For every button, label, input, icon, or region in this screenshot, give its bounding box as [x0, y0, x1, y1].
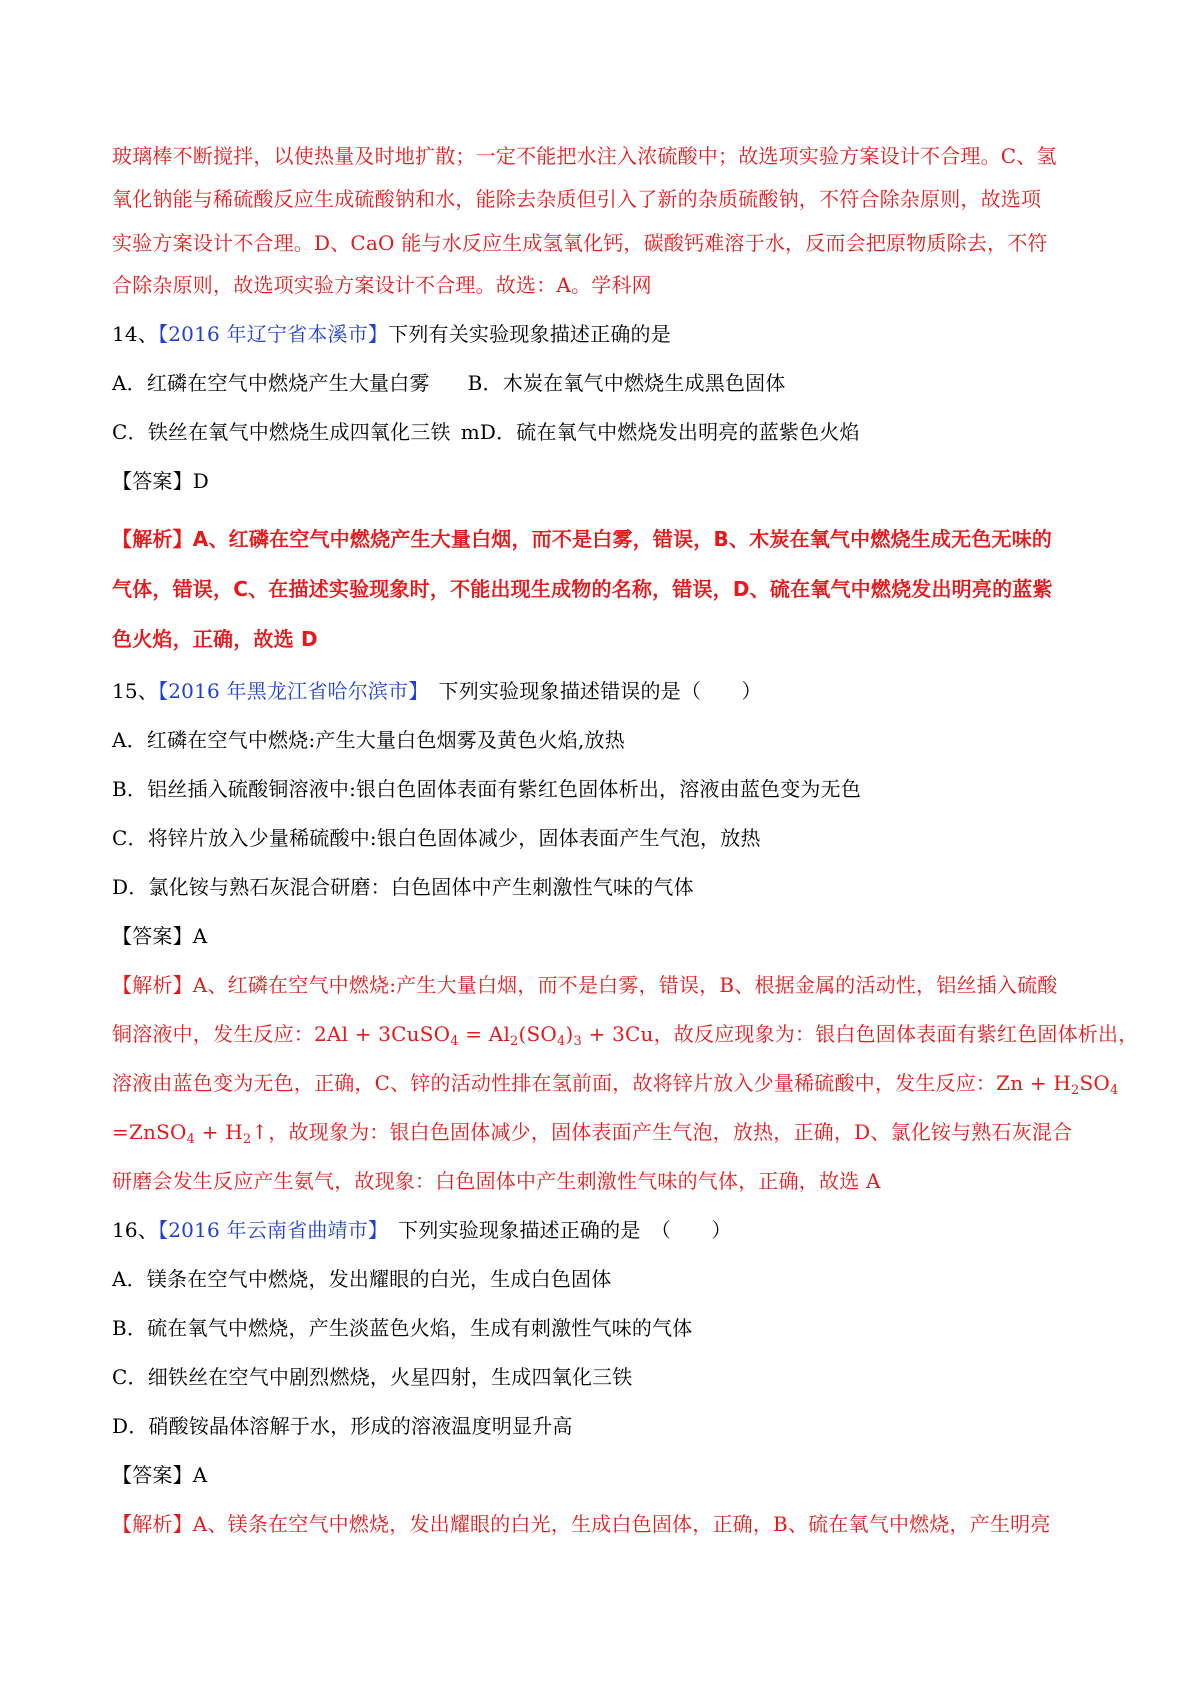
question-text: 下列实验现象描述正确的是 （ ） [398, 1218, 732, 1242]
question-number: 14、 [112, 322, 159, 346]
question-source: 【2016 年黑龙江省哈尔滨市】 [158, 679, 429, 703]
question-text: 下列实验现象描述错误的是（ ） [438, 679, 762, 703]
question-number: 16、 [112, 1218, 159, 1242]
question-14-explanation-line-3: 色火焰，正确，故选 D [112, 627, 318, 651]
option-d: mD．硫在氧气中燃烧发出明亮的蓝紫色火焰 [460, 420, 860, 444]
option-a: A．红磷在空气中燃烧产生大量白雾 [112, 371, 430, 395]
question-16-explanation-line-1: 【解析】A、镁条在空气中燃烧，发出耀眼的白光，生成白色固体，正确，B、硫在氧气中燃烧，产生明亮 [112, 1512, 1051, 1536]
question-15-option-c: C．将锌片放入少量稀硫酸中:银白色固体减少，固体表面产生气泡，放热 [112, 826, 761, 850]
question-15-explanation-line-5: 研磨会发生反应产生氨气，故现象：白色固体中产生刺激性气味的气体，正确，故选 A [112, 1169, 881, 1193]
question-14-answer: 【答案】D [112, 469, 210, 493]
question-14-options-cd [112, 418, 860, 446]
question-16-stem [112, 1216, 732, 1244]
question-15-stem [112, 677, 762, 705]
option-c: C．铁丝在氧气中燃烧生成四氧化三铁 [112, 420, 451, 444]
question-15-explanation-line-4: =ZnSO$_4$ + $H_2↑$，故现象为：银白色固体减少，固体表面产生气泡，放热，正确，D、氯化铵与熟石灰混合 [112, 1120, 1073, 1147]
question-source: 【2016 年云南省曲靖市】 [158, 1218, 389, 1242]
question-16-option-c: C．细铁丝在空气中剧烈燃烧，火星四射，生成四氧化三铁 [112, 1365, 633, 1389]
question-15-option-d: D．氯化铵与熟石灰混合研磨：白色固体中产生刺激性气味的气体 [112, 875, 694, 899]
question-text: 下列有关实验现象描述正确的是 [388, 322, 671, 346]
question-14-options-ab [112, 369, 786, 397]
question-number: 15、 [112, 679, 159, 703]
question-15-explanation-line-2: 铜溶液中，发生反应：2Al + 3CuSO$_4$ = $Al_2(SO_4)_3 + 3Cu$，故反应现象为：银白色固体表面有紫红色固体析出， [112, 1022, 1139, 1049]
option-b: B．木炭在氧气中燃烧生成黑色固体 [467, 371, 786, 395]
question-14-stem [112, 320, 671, 348]
question-16-option-a: A．镁条在空气中燃烧，发出耀眼的白光，生成白色固体 [112, 1267, 612, 1291]
question-16-option-b: B．硫在氧气中燃烧，产生淡蓝色火焰，生成有刺激性气味的气体 [112, 1316, 693, 1340]
question-16-answer: 【答案】A [112, 1463, 208, 1487]
question-15-option-a: A．红磷在空气中燃烧:产生大量白色烟雾及黄色火焰,放热 [112, 728, 625, 752]
question-14-explanation-line-2: 气体，错误，C、在描述实验现象时，不能出现生成物的名称，错误，D、硫在氧气中燃烧发出明亮的蓝紫 [112, 577, 1053, 601]
prev-explanation-line-2: 氧化钠能与稀硫酸反应生成硫酸钠和水，能除去杂质但引入了新的杂质硫酸钠，不符合除杂原则，故选项 [112, 187, 1042, 211]
question-16-option-d: D．硝酸铵晶体溶解于水，形成的溶液温度明显升高 [112, 1414, 573, 1438]
prev-explanation-line-1: 玻璃棒不断搅拌，以使热量及时地扩散；一定不能把水注入浓硫酸中；故选项实验方案设计不合理。C、氢 [112, 144, 1057, 168]
question-15-explanation-line-3: 溶液由蓝色变为无色，正确，C、锌的活动性排在氢前面，故将锌片放入少量稀硫酸中，发生反应：$Zn + H_2SO_4$ [112, 1071, 1119, 1098]
prev-explanation-line-3: 实验方案设计不合理。D、CaO 能与水反应生成氢氧化钙，碳酸钙难溶于水，反而会把原物质除去，不符 [112, 231, 1048, 255]
question-15-option-b: B．铝丝插入硫酸铜溶液中:银白色固体表面有紫红色固体析出，溶液由蓝色变为无色 [112, 777, 862, 801]
question-14-explanation-line-1: 【解析】A、红磷在空气中燃烧产生大量白烟，而不是白雾，错误，B、木炭在氧气中燃烧生成无色无味的 [112, 527, 1053, 551]
question-15-answer: 【答案】A [112, 924, 208, 948]
prev-explanation-line-4: 合除杂原则，故选项实验方案设计不合理。故选：A。学科网 [112, 273, 652, 297]
question-source: 【2016 年辽宁省本溪市】 [158, 322, 389, 346]
question-15-explanation-line-1: 【解析】A、红磷在空气中燃烧:产生大量白烟，而不是白雾，错误，B、根据金属的活动性，铝丝插入硫酸 [112, 973, 1058, 997]
